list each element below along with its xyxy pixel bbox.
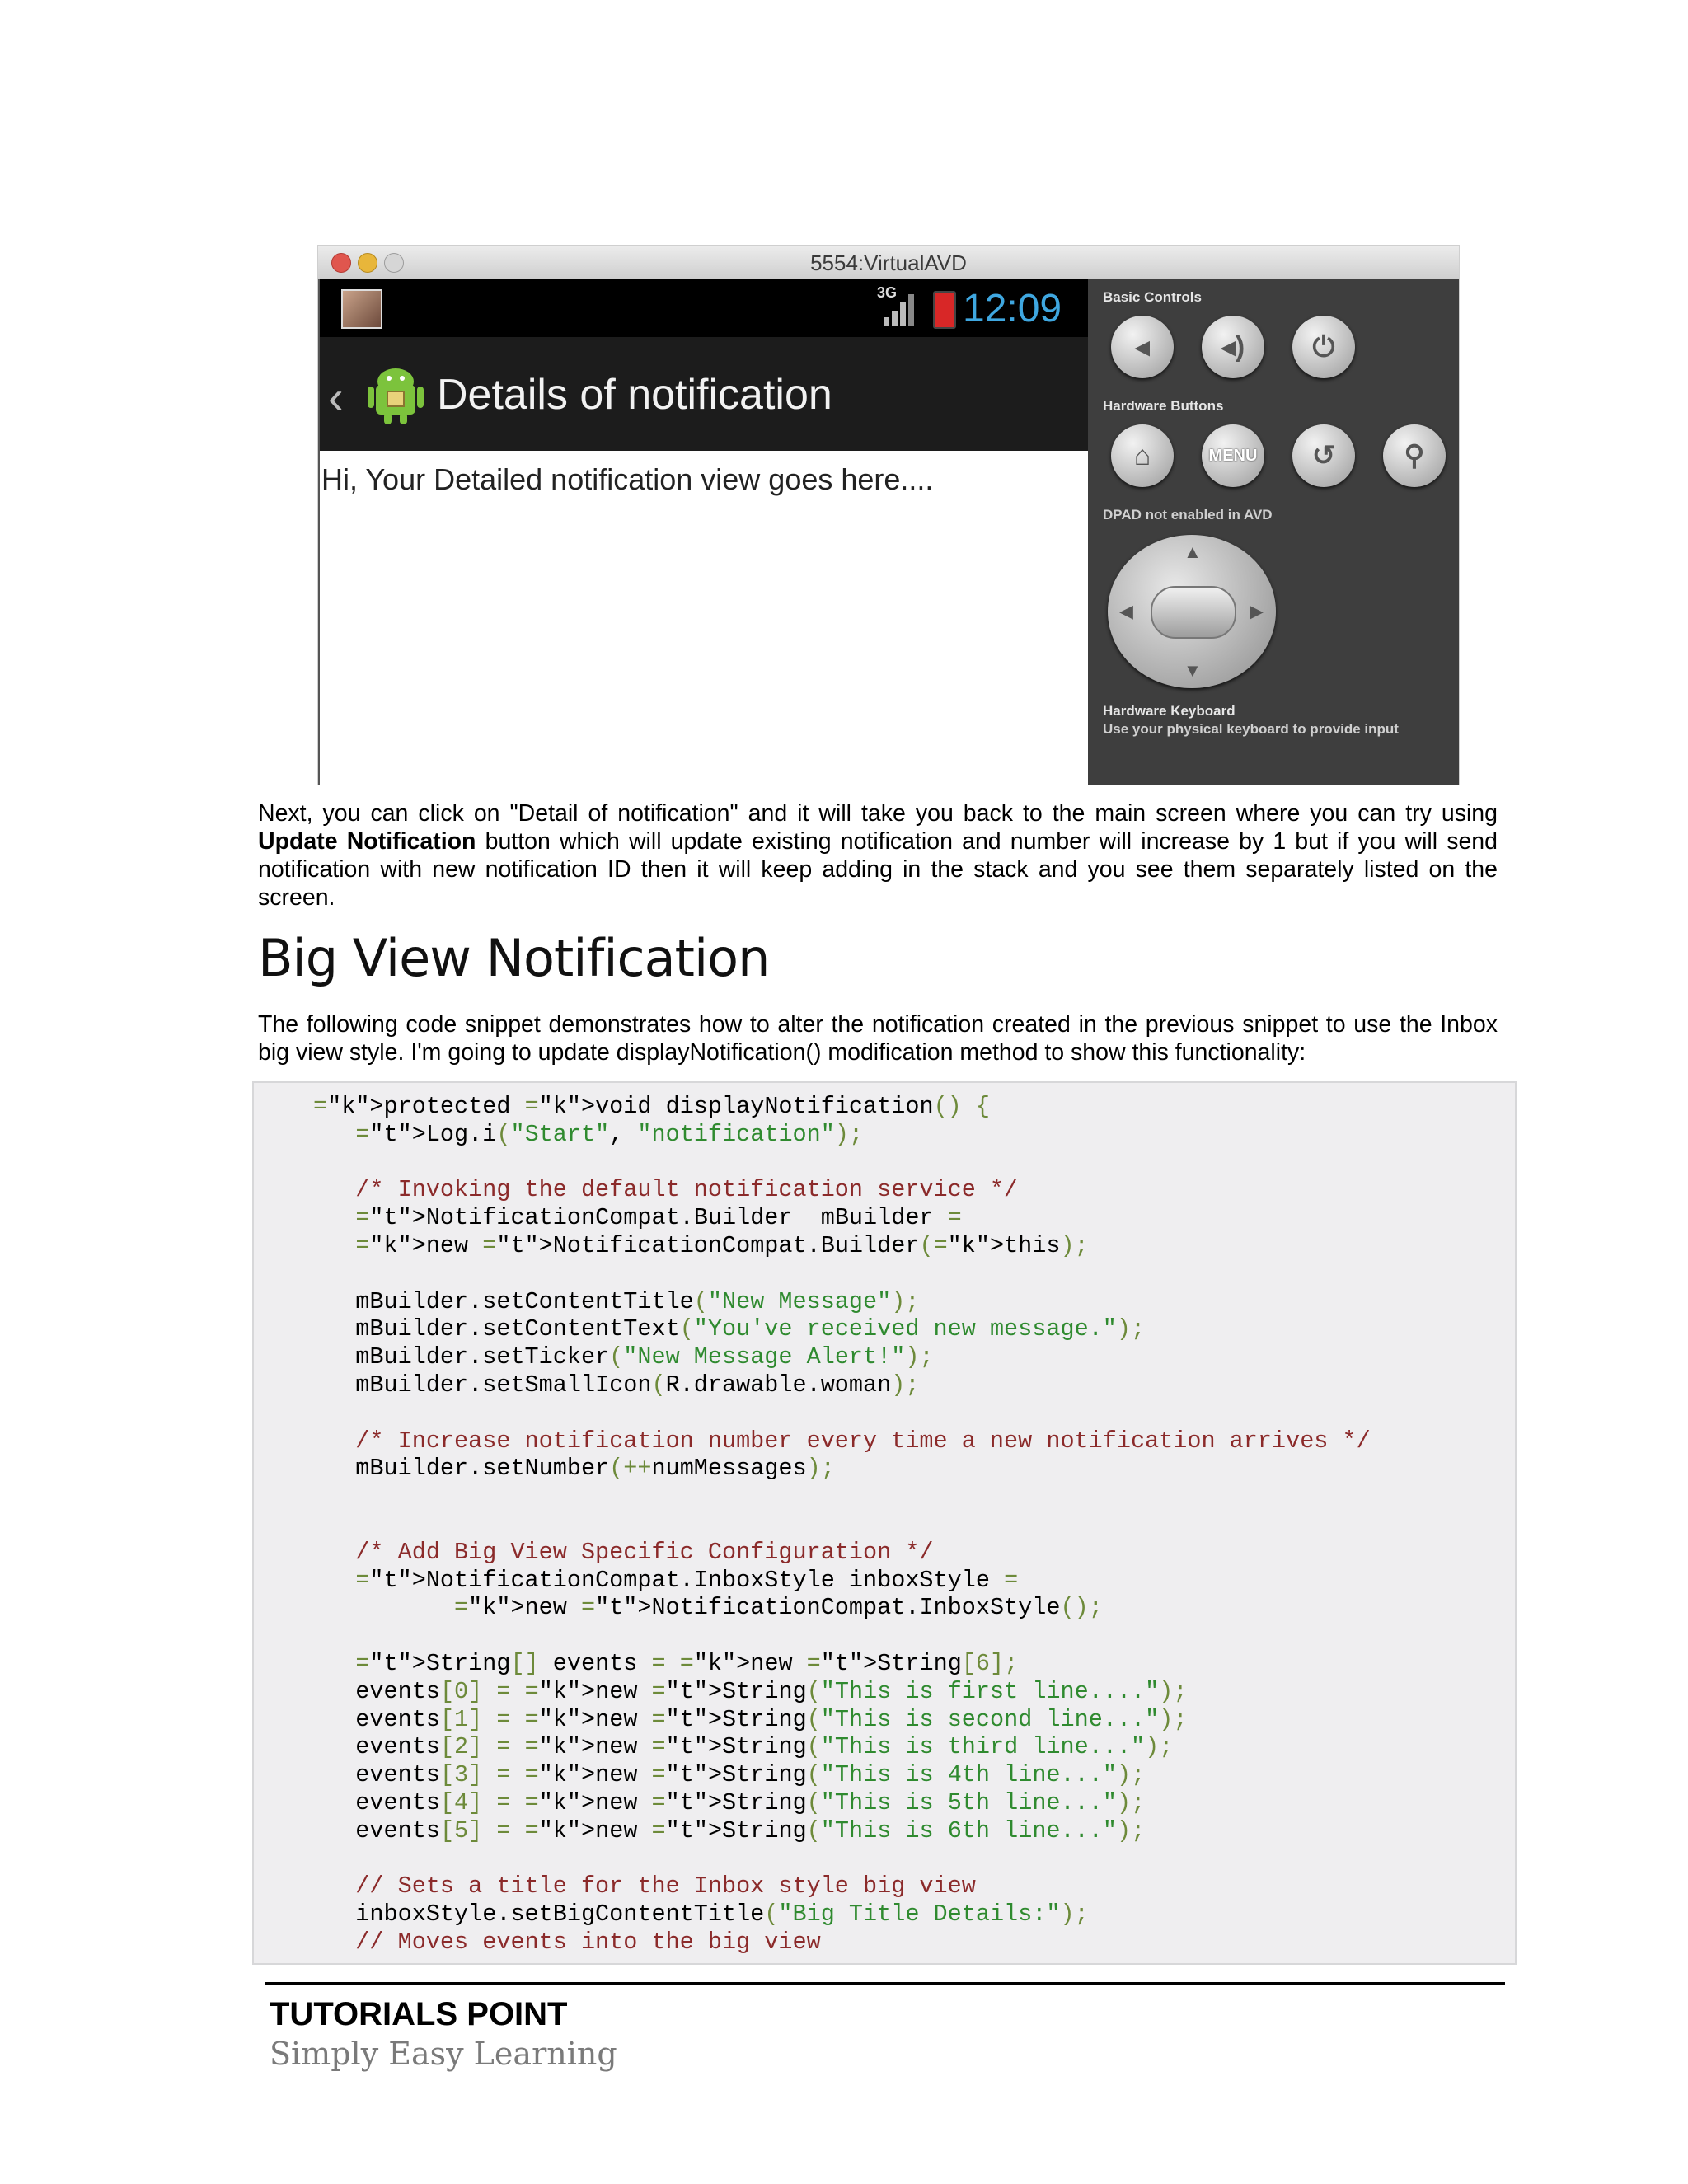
emulator-controls-panel <box>1088 279 1459 785</box>
code-line: mBuilder.setSmallIcon(R.drawable.woman); <box>313 1371 920 1399</box>
window-title: 5554:VirtualAVD <box>810 251 967 275</box>
volume-down-button[interactable] <box>1111 316 1174 378</box>
dpad-down-icon: ▼ <box>1184 660 1202 681</box>
code-line: mBuilder.setContentText("You've received new message."); <box>313 1315 1146 1343</box>
notification-avatar-icon[interactable] <box>341 289 382 329</box>
code-line: events[0] = ="k">new ="t">String("This is first line...."); <box>313 1677 1188 1705</box>
status-bar <box>320 279 1090 337</box>
emulator-screenshot <box>318 246 1459 785</box>
code-line: mBuilder.setNumber(++numMessages); <box>313 1455 835 1483</box>
notification-detail-text: Hi, Your Detailed notification view goes here.... <box>321 462 934 496</box>
volume-down-icon: ◂ <box>1135 331 1150 363</box>
section-heading: Big View Notification <box>258 928 770 988</box>
status-time: 12:09 <box>963 287 1062 330</box>
volume-up-icon: ◂) <box>1221 331 1245 363</box>
menu-button[interactable]: MENU <box>1202 424 1264 487</box>
description-paragraph: The following code snippet demonstrates how to alter the notification created in the previous snippet to use the Inbox big view style. I'm going to update displayNotification() modification method to show this functionality: <box>258 1011 1498 1066</box>
search-icon: ⚲ <box>1404 440 1425 471</box>
code-line: ="k">protected ="k">void displayNotification() { <box>313 1093 990 1120</box>
code-block <box>252 1081 1517 1965</box>
dpad-up-icon: ▲ <box>1184 541 1202 562</box>
intro-paragraph <box>258 799 1498 912</box>
power-button[interactable] <box>1292 316 1355 378</box>
android-app-icon[interactable] <box>363 362 429 428</box>
dpad-status-label: DPAD not enabled in AVD <box>1103 507 1273 523</box>
action-bar <box>320 337 1090 451</box>
code-line: events[4] = ="k">new ="t">String("This is 5th line..."); <box>313 1788 1146 1816</box>
search-button[interactable] <box>1383 424 1446 487</box>
home-icon: ⌂ <box>1133 440 1151 471</box>
footer-rule <box>265 1982 1505 1985</box>
dpad-control[interactable] <box>1108 535 1276 688</box>
code-line: events[3] = ="k">new ="t">String("This is 4th line..."); <box>313 1761 1146 1789</box>
hardware-keyboard-hint: Use your physical keyboard to provide input <box>1103 721 1399 737</box>
phone-screen <box>318 279 1090 785</box>
action-bar-title: Details of notification <box>437 371 832 419</box>
footer-title: TUTORIALS POINT <box>270 1996 568 2032</box>
code-listing <box>313 1093 1371 1957</box>
network-type-label: 3G <box>877 284 898 301</box>
hardware-keyboard-label: Hardware Keyboard <box>1103 703 1236 719</box>
footer-subtitle: Simply Easy Learning <box>270 2036 617 2072</box>
code-line: // Moves events into the big view <box>313 1928 821 1956</box>
code-line: mBuilder.setTicker("New Message Alert!"); <box>313 1343 934 1371</box>
code-line: ="k">new ="t">NotificationCompat.InboxStyle(); <box>454 1594 1103 1622</box>
volume-up-button[interactable] <box>1202 316 1264 378</box>
update-notification-bold: Update Notification <box>258 828 476 855</box>
power-icon: ⏻ <box>1312 331 1335 363</box>
intro-text-before: Next, you can click on "Detail of notification" and it will take you back to the main screen where you can try using <box>258 800 1498 827</box>
code-line: events[2] = ="k">new ="t">String("This is third line..."); <box>313 1733 1174 1761</box>
code-line: ="t">Log.i("Start", "notification"); <box>355 1120 864 1148</box>
dpad-right-icon: ▶ <box>1250 601 1264 621</box>
code-line: events[5] = ="k">new ="t">String("This is 6th line..."); <box>313 1816 1146 1844</box>
dpad-center-button[interactable] <box>1151 586 1236 639</box>
back-chevron-icon[interactable]: ‹ <box>328 371 344 423</box>
dpad-left-icon: ◀ <box>1119 601 1133 621</box>
hardware-buttons-label: Hardware Buttons <box>1103 398 1224 414</box>
basic-controls-label: Basic Controls <box>1103 289 1202 305</box>
home-button[interactable] <box>1111 424 1174 487</box>
intro-text-after: button which will update existing notification and number will increase by 1 but if you will send notification with new notification ID then it will keep adding in the stack and you see them separately listed on the screen. <box>258 828 1498 911</box>
back-button[interactable] <box>1292 424 1355 487</box>
code-line: mBuilder.setContentTitle("New Message"); <box>313 1287 920 1315</box>
code-line: /* Increase notification number every time a new notification arrives */ <box>313 1427 1371 1455</box>
code-line: inboxStyle.setBigContentTitle("Big Title Details:"); <box>313 1900 1089 1929</box>
window-titlebar <box>318 246 1459 279</box>
back-arrow-icon: ↺ <box>1311 440 1336 471</box>
code-line: /* Add Big View Specific Configuration */ <box>313 1538 934 1566</box>
code-line: ="k">new ="t">NotificationCompat.Builder(="k">this); <box>355 1231 1089 1259</box>
code-line: ="t">NotificationCompat.InboxStyle inboxStyle = <box>355 1566 1019 1594</box>
code-line: // Sets a title for the Inbox style big view <box>313 1872 976 1900</box>
code-line: events[1] = ="k">new ="t">String("This is second line..."); <box>313 1705 1188 1733</box>
battery-low-icon <box>933 291 956 329</box>
code-line: ="t">NotificationCompat.Builder mBuilder = <box>355 1204 962 1232</box>
signal-strength-icon <box>880 289 918 327</box>
code-line: ="t">String[] events = ="k">new ="t">String[6]; <box>355 1649 1019 1677</box>
code-line: /* Invoking the default notification service */ <box>313 1176 1019 1204</box>
